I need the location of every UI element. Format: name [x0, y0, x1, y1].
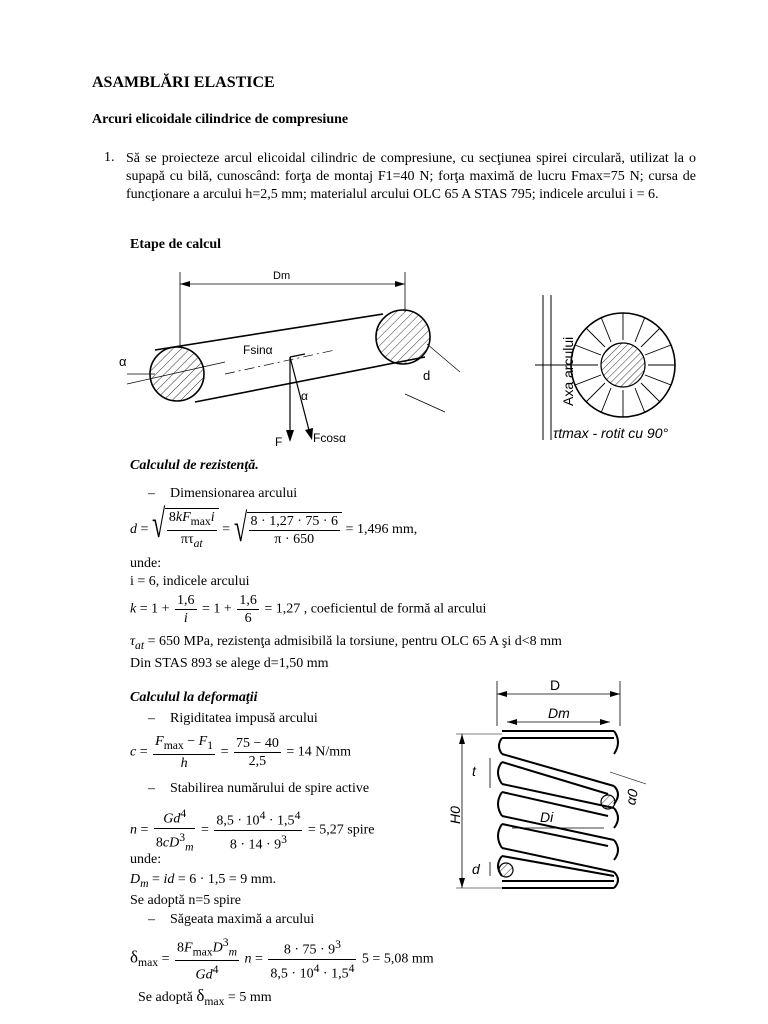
- fsin-label: Fsinα: [243, 343, 273, 357]
- tau-rotated-label: τtmax - rotit cu 90°: [553, 425, 669, 441]
- item-rigiditate: Rigiditatea impusă arcului: [170, 711, 318, 726]
- formula-c: c = $\frac{F_{max} - F_1}{h}$ = $\frac{75 - 40}{2,5}$ = 14 N/mm: [130, 734, 352, 771]
- d-spring-label: d: [472, 861, 480, 877]
- D-label: D: [550, 677, 561, 693]
- dm-result: = 9 mm.: [228, 872, 277, 887]
- rezistenta-heading: Calculul de rezistenţă.: [130, 458, 259, 473]
- c-result: = 14 N/mm: [286, 744, 352, 760]
- unde-2: unde:: [130, 852, 162, 867]
- d-label: d: [423, 368, 431, 383]
- page-title: ASAMBLĂRI ELASTICE: [92, 74, 275, 91]
- n-result: = 5,27 spire: [307, 822, 375, 838]
- adopta-delta: Se adoptă $\delta_{max} = 5$ mm: [138, 986, 272, 1008]
- i-line: i = 6, indicele arcului: [130, 574, 250, 589]
- formula-dm: $D_m$ = id = 6 · 1,5 = 9 mm.: [130, 872, 277, 890]
- alpha-force-label: α: [301, 389, 308, 403]
- delta-result: 5 = 5,08 mm: [361, 951, 434, 967]
- Dm-label: Dm: [548, 705, 570, 721]
- Di-label: Di: [540, 809, 554, 825]
- d-result: = 1,496 mm,: [345, 522, 418, 538]
- item-dimensionare: Dimensionarea arcului: [170, 486, 298, 501]
- adopta-n: Se adoptă n=5 spire: [130, 893, 241, 908]
- t-label: t: [472, 763, 476, 779]
- adopta-delta-text: Se adoptă: [138, 990, 193, 1005]
- f-label: F: [275, 435, 283, 449]
- fcos-label: Fcosα: [313, 431, 346, 445]
- k-text: coeficientul de formă al arcului: [310, 601, 487, 617]
- adopta-delta-val: = 5 mm: [227, 990, 272, 1005]
- formula-k: k = 1 + $\frac{1,6}{i}$ = 1 + $\frac{1,6}{6}$ = 1,27 , coeficientul de formă al arcului: [130, 593, 487, 626]
- unde-1: unde:: [130, 556, 162, 571]
- coil-section-figure: [115, 262, 475, 452]
- deformatii-item-2: – Stabilirea numărului de spire active: [148, 781, 370, 796]
- H0-label: H0: [447, 806, 463, 824]
- problem-number: 1.: [104, 150, 115, 165]
- formula-d: d = √ $\frac{8kF_{max}i}{\pi\tau_{at}}$ = √ $\frac{8 \cdot 1,27 \cdot 75 \cdot 6}{\pi \cdot 650}$ = 1,496 mm,: [130, 501, 418, 550]
- item-sageata: Săgeata maximă a arcului: [170, 912, 315, 927]
- formula-delta: $\delta_{max}$ = $\frac{8F_{max}D^3_m}{Gd^4}$ n = $\frac{8 \cdot 75 \cdot 9^3}{8,5 \cdot 10^4 \cdot 1,5^4}$ 5 = 5,08 mm: [130, 936, 434, 984]
- tau-text: = 650 MPa, rezistenţa admisibilă la torsiune, pentru OLC 65 A şi d<8 mm: [147, 634, 562, 649]
- alpha-left-label: α: [119, 354, 127, 369]
- alpha0-label: α0: [622, 787, 641, 807]
- tau-line: $\tau_{at} = 650$ MPa, rezistenţa admisibilă la torsiune, pentru OLC 65 A şi d<8 mm: [130, 634, 562, 652]
- problem-text: Să se proiecteze arcul elicoidal cilindric de compresiune, cu secţiunea spirei circulară, utilizat la o supapă cu bilă, cunoscând: forţa de montaj F1=40 N; forţa maximă de lucru Fmax=75 N; cursa de funcţionare a arcului h=2,5 mm; materialul arcului OLC 65 A STAS 795; indicele arcului i = 6.: [126, 151, 696, 202]
- dm-label: Dm: [273, 270, 291, 282]
- spring-figure: [432, 676, 652, 916]
- section-subtitle: Arcuri elicoidale cilindrice de compresiune: [92, 112, 349, 127]
- deformatii-heading: Calculul la deformaţii: [130, 690, 258, 705]
- item-spire: Stabilirea numărului de spire active: [170, 781, 370, 796]
- k-result: = 1,27 ,: [264, 601, 308, 617]
- deformatii-item-1: – Rigiditatea impusă arcului: [148, 711, 318, 726]
- stas-line: Din STAS 893 se alege d=1,50 mm: [130, 656, 329, 671]
- formula-n: n = $\frac{Gd^4}{8cD^3_m}$ = $\frac{8,5 \cdot 10^4 \cdot 1,5^4}{8 \cdot 14 \cdot 9^3}$ = 5,27 spire: [130, 807, 375, 854]
- axa-label: Axa arcului: [560, 336, 576, 406]
- stress-distribution-figure: [505, 290, 705, 450]
- rezistenta-item-1: – Dimensionarea arcului: [148, 486, 298, 501]
- etape-heading: Etape de calcul: [130, 237, 221, 252]
- deformatii-item-3: – Săgeata maximă a arcului: [148, 912, 315, 927]
